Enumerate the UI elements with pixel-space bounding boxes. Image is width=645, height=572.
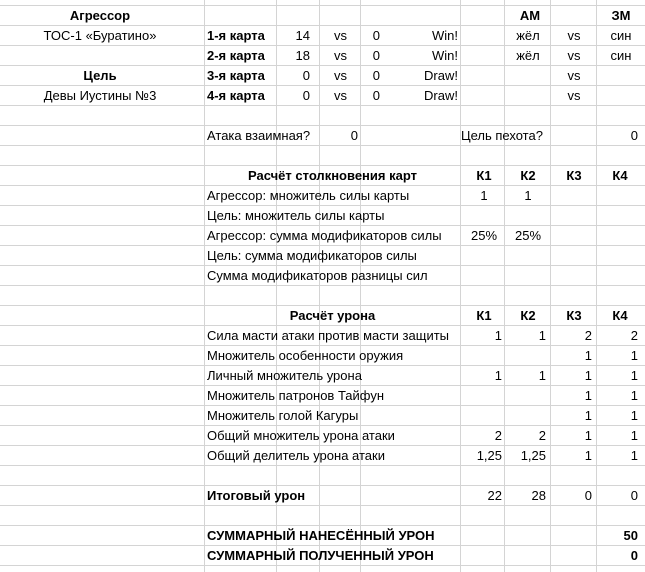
vs-text[interactable]: vs	[334, 28, 347, 43]
am-color[interactable]	[505, 86, 551, 106]
vs-text[interactable]: vs	[334, 68, 347, 83]
vs-text[interactable]: vs	[334, 48, 347, 63]
clash-cell-k4[interactable]	[597, 246, 643, 266]
damage-row-label[interactable]: Множитель особенности оружия	[207, 348, 404, 363]
clash-title[interactable]: Расчёт столкновения карт	[248, 168, 417, 183]
map-label[interactable]: 2-я карта	[207, 48, 265, 63]
damage-row-label[interactable]: Сила масти атаки против масти защиты	[207, 328, 450, 343]
total-received-value[interactable]: 0	[630, 548, 638, 563]
column-gridline	[204, 0, 205, 572]
map-result[interactable]: Win!	[432, 48, 458, 63]
mutual-attack-label[interactable]: Атака взаимная?	[207, 128, 311, 143]
clash-cell-k2[interactable]: 25%	[514, 228, 542, 243]
clash-cell-k3[interactable]	[551, 246, 597, 266]
map-result[interactable]: Draw!	[424, 88, 458, 103]
clash-cell-k3[interactable]	[551, 266, 597, 286]
damage-cell-k1[interactable]: 1	[494, 328, 502, 343]
clash-cell-k1[interactable]	[461, 266, 507, 286]
damage-cell-k4[interactable]: 1	[630, 428, 638, 443]
total-dealt-value[interactable]: 50	[623, 528, 638, 543]
damage-cell-k1[interactable]	[461, 386, 502, 406]
damage-cell-k4[interactable]: 1	[630, 408, 638, 423]
damage-row-label[interactable]: Личный множитель урона	[207, 368, 362, 383]
column-header-k3[interactable]: К3	[566, 168, 582, 183]
total-damage-k4[interactable]: 0	[630, 488, 638, 503]
map-result[interactable]: Draw!	[424, 68, 458, 83]
aggressor-score[interactable]: 0	[302, 68, 310, 83]
damage-title[interactable]: Расчёт урона	[289, 308, 376, 323]
map-label[interactable]: 4-я карта	[207, 88, 265, 103]
damage-row-label[interactable]: Общий множитель урона атаки	[207, 428, 395, 443]
total-damage-k2[interactable]: 28	[531, 488, 546, 503]
aggressor-score[interactable]: 0	[302, 88, 310, 103]
target-infantry-value[interactable]: 0	[630, 128, 638, 143]
clash-cell-k1[interactable]: 25%	[470, 228, 498, 243]
mutual-attack-value[interactable]: 0	[350, 128, 358, 143]
damage-cell-k3[interactable]: 1	[584, 408, 592, 423]
aggressor-score[interactable]: 14	[295, 28, 310, 43]
clash-row-label[interactable]: Сумма модификаторов разницы сил	[207, 268, 428, 283]
damage-cell-k3[interactable]: 2	[584, 328, 592, 343]
am-color[interactable]: жёл	[516, 28, 540, 43]
target-score[interactable]: 0	[372, 68, 380, 83]
vs-text[interactable]: vs	[567, 28, 581, 43]
clash-cell-k2[interactable]	[505, 206, 551, 226]
column-header-k1[interactable]: К1	[476, 168, 492, 183]
damage-cell-k2[interactable]: 1,25	[520, 448, 546, 463]
vs-text[interactable]: vs	[567, 48, 581, 63]
column-header-k4[interactable]: К4	[612, 168, 628, 183]
column-header-k2[interactable]: К2	[520, 308, 536, 323]
damage-cell-k1[interactable]	[461, 346, 502, 366]
clash-cell-k3[interactable]	[551, 226, 597, 246]
clash-cell-k4[interactable]	[597, 266, 643, 286]
vs-text[interactable]: vs	[567, 88, 581, 103]
target-name-cell[interactable]: Девы Иустины №3	[43, 88, 157, 103]
column-header-k2[interactable]: К2	[520, 168, 536, 183]
damage-row-label[interactable]: Множитель патронов Тайфун	[207, 388, 385, 403]
vs-text[interactable]: vs	[567, 68, 581, 83]
aggressor-label[interactable]: Агрессор	[69, 8, 131, 23]
clash-cell-k1[interactable]	[461, 206, 507, 226]
target-score[interactable]: 0	[372, 28, 380, 43]
total-dealt-label[interactable]: СУММАРНЫЙ НАНЕСЁННЫЙ УРОН	[207, 528, 435, 543]
zm-header[interactable]: ЗМ	[611, 8, 631, 23]
zm-color[interactable]	[597, 66, 645, 86]
damage-cell-k3[interactable]: 1	[584, 388, 592, 403]
clash-cell-k3[interactable]	[551, 186, 597, 206]
am-color[interactable]	[505, 66, 551, 86]
damage-cell-k4[interactable]: 1	[630, 368, 638, 383]
vs-text[interactable]: vs	[334, 88, 347, 103]
clash-cell-k2[interactable]	[505, 266, 551, 286]
zm-color[interactable]: син	[610, 48, 632, 63]
damage-cell-k3[interactable]: 1	[584, 428, 592, 443]
damage-cell-k1[interactable]: 1	[494, 368, 502, 383]
clash-cell-k4[interactable]	[597, 186, 643, 206]
target-score[interactable]: 0	[372, 48, 380, 63]
am-header[interactable]: АМ	[519, 8, 541, 23]
column-header-k1[interactable]: К1	[476, 308, 492, 323]
damage-cell-k3[interactable]: 1	[584, 348, 592, 363]
damage-cell-k2[interactable]	[505, 406, 546, 426]
column-header-k3[interactable]: К3	[566, 308, 582, 323]
clash-cell-k1[interactable]	[461, 246, 507, 266]
damage-cell-k4[interactable]: 1	[630, 348, 638, 363]
damage-cell-k2[interactable]	[505, 386, 546, 406]
total-damage-k1[interactable]: 22	[487, 488, 502, 503]
map-label[interactable]: 1-я карта	[207, 28, 265, 43]
damage-cell-k1[interactable]: 2	[494, 428, 502, 443]
clash-cell-k4[interactable]	[597, 226, 643, 246]
clash-cell-k3[interactable]	[551, 206, 597, 226]
damage-cell-k2[interactable]	[505, 346, 546, 366]
total-damage-k3[interactable]: 0	[584, 488, 592, 503]
damage-cell-k1[interactable]	[461, 406, 502, 426]
clash-row-label[interactable]: Агрессор: сумма модификаторов силы	[207, 228, 442, 243]
am-color[interactable]: жёл	[516, 48, 540, 63]
clash-cell-k4[interactable]	[597, 206, 643, 226]
damage-cell-k2[interactable]: 2	[538, 428, 546, 443]
damage-cell-k2[interactable]: 1	[538, 368, 546, 383]
target-label[interactable]: Цель	[83, 68, 117, 83]
aggressor-score[interactable]: 18	[295, 48, 310, 63]
clash-row-label[interactable]: Цель: сумма модификаторов силы	[207, 248, 417, 263]
clash-cell-k1[interactable]: 1	[480, 188, 488, 203]
clash-cell-k2[interactable]	[505, 246, 551, 266]
clash-row-label[interactable]: Агрессор: множитель силы карты	[207, 188, 410, 203]
damage-cell-k3[interactable]: 1	[584, 448, 592, 463]
damage-cell-k1[interactable]: 1,25	[476, 448, 502, 463]
map-result[interactable]: Win!	[432, 28, 458, 43]
zm-color[interactable]: син	[610, 28, 632, 43]
damage-cell-k3[interactable]: 1	[584, 368, 592, 383]
damage-row-label[interactable]: Множитель голой Кагуры	[207, 408, 359, 423]
clash-row-label[interactable]: Цель: множитель силы карты	[207, 208, 385, 223]
damage-cell-k4[interactable]: 2	[630, 328, 638, 343]
clash-cell-k2[interactable]: 1	[524, 188, 532, 203]
total-received-label[interactable]: СУММАРНЫЙ ПОЛУЧЕННЫЙ УРОН	[207, 548, 434, 563]
target-infantry-label[interactable]: Цель пехота?	[461, 128, 543, 143]
damage-cell-k2[interactable]: 1	[538, 328, 546, 343]
zm-color[interactable]	[597, 86, 645, 106]
map-label[interactable]: 3-я карта	[207, 68, 265, 83]
total-damage-label[interactable]: Итоговый урон	[207, 488, 306, 503]
column-header-k4[interactable]: К4	[612, 308, 628, 323]
damage-cell-k4[interactable]: 1	[630, 388, 638, 403]
target-score[interactable]: 0	[372, 88, 380, 103]
aggressor-name-cell[interactable]: ТОС-1 «Буратино»	[43, 28, 157, 43]
damage-cell-k4[interactable]: 1	[630, 448, 638, 463]
damage-row-label[interactable]: Общий делитель урона атаки	[207, 448, 385, 463]
